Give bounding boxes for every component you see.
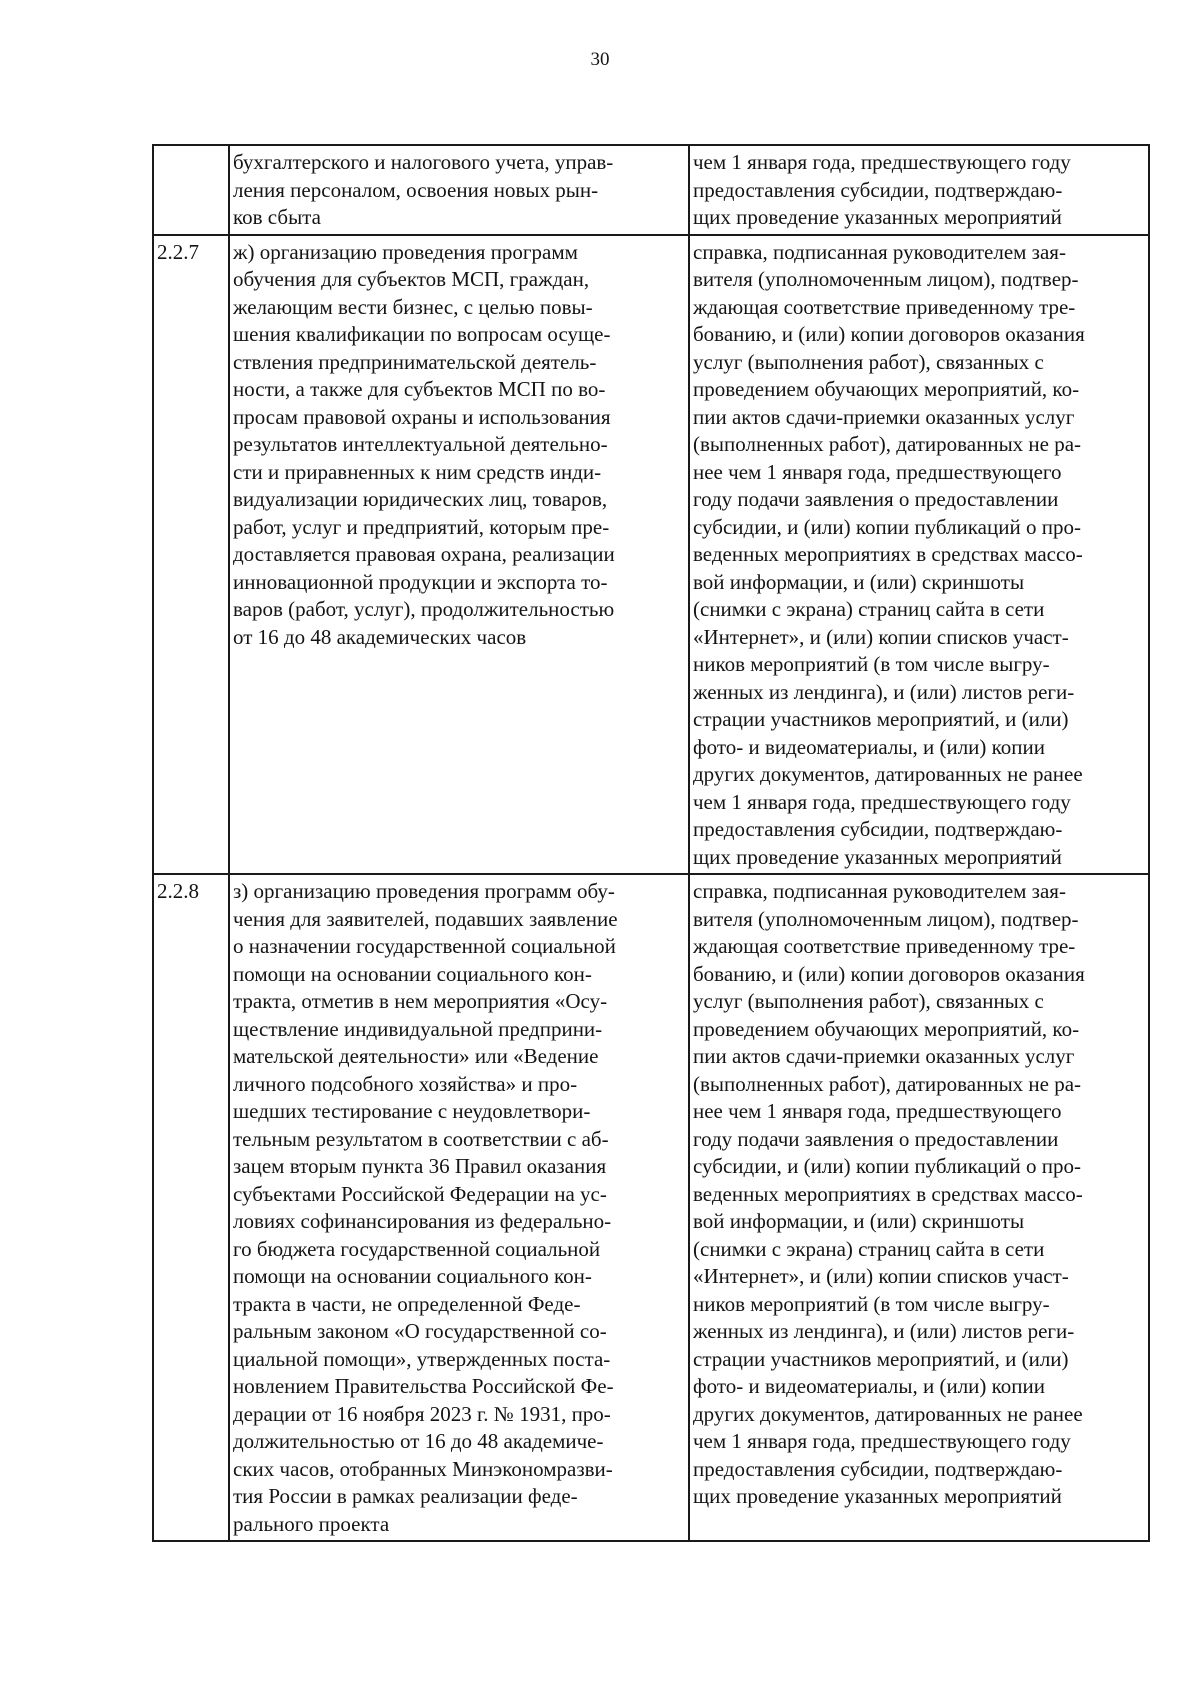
text-line: щих проведение указанных мероприятий <box>693 844 1062 869</box>
text-line: тия России в рамках реализации феде- <box>233 1484 578 1508</box>
text-line: нее чем 1 января года, предшествующего <box>693 1099 1062 1123</box>
required-documents <box>689 235 1149 875</box>
text-line: чем 1 января года, предшествующего году <box>693 150 1071 174</box>
text-line: женных из лендинга), и (или) листов реги- <box>693 1319 1075 1343</box>
text-line: «Интернет», и (или) копии списков участ- <box>693 624 1069 649</box>
text-line: справка, подписанная руководителем зая- <box>693 879 1066 903</box>
text-line: обучения для субъектов МСП, граждан, <box>233 267 590 291</box>
text-line: просам правовой охраны и использования <box>233 404 611 429</box>
text-line: бованию, и (или) копии договоров оказания <box>693 322 1085 346</box>
text-line: новлением Правительства Российской Фе- <box>233 1374 614 1398</box>
text-line: (выполненных работ), датированных не ра- <box>693 432 1082 456</box>
text-line: инновационной продукции и экспорта то- <box>233 569 608 594</box>
text-line: ников мероприятий (в том числе выгру- <box>693 652 1050 676</box>
text-line: результатов интеллектуальной деятельно- <box>233 432 608 456</box>
text-line: (выполненных работ), датированных не ра- <box>693 1071 1082 1096</box>
text-line: страции участников мероприятий, и (или) <box>693 1346 1069 1371</box>
text-line: пии актов сдачи-приемки оказанных услуг <box>693 1044 1075 1068</box>
table-row <box>153 145 1149 235</box>
text-line: ности, а также для субъектов МСП по во- <box>233 377 606 401</box>
required-documents <box>689 874 1149 1541</box>
text-line: тракта, отметив в нем мероприятия «Осу- <box>233 989 608 1013</box>
text-line: пии актов сдачи-приемки оказанных услуг <box>693 404 1075 429</box>
text-line: дерации от 16 ноября 2023 г. № 1931, про- <box>233 1401 611 1426</box>
text-line: женных из лендинга), и (или) листов реги- <box>693 679 1075 704</box>
text-line: шения квалификации по вопросам осуще- <box>233 322 611 346</box>
text-line: желающим вести бизнес, с целью повы- <box>233 294 593 319</box>
event-description <box>229 145 689 235</box>
text-line: о назначении государственной социальной <box>233 934 616 958</box>
text-line: году подачи заявления о предоставлении <box>693 1126 1059 1151</box>
text-line: проведением обучающих мероприятий, ко- <box>693 377 1080 401</box>
text-line: предоставления субсидии, подтверждаю- <box>693 1456 1063 1481</box>
text-line: личного подсобного хозяйства» и про- <box>233 1071 578 1096</box>
text-line: вителя (уполномоченным лицом), подтвер- <box>693 906 1079 931</box>
text-line: тракта в части, не определенной Феде- <box>233 1291 581 1316</box>
text-line: предоставления субсидии, подтверждаю- <box>693 817 1063 841</box>
text-line: нее чем 1 января года, предшествующего <box>693 459 1062 484</box>
text-line: от 16 до 48 академических часов <box>233 624 527 649</box>
text-line: ральным законом «О государственной со- <box>233 1319 607 1343</box>
text-line: сти и приравненных к ним средств инди- <box>233 459 602 484</box>
text-line: веденных мероприятиях в средствах массо- <box>693 542 1083 566</box>
text-line: чем 1 января года, предшествующего году <box>693 789 1071 814</box>
event-description <box>229 874 689 1541</box>
text-line: услуг (выполнения работ), связанных с <box>693 349 1044 374</box>
text-line: шедших тестирование с неудовлетвори- <box>233 1099 591 1123</box>
text-line: помощи на основании социального кон- <box>233 961 592 986</box>
text-line: зацем вторым пункта 36 Правил оказания <box>233 1154 607 1178</box>
text-line: тельным результатом в соответствии с аб- <box>233 1126 609 1151</box>
text-line: фото- и видеоматериалы, и (или) копии <box>693 1374 1046 1398</box>
text-line: субсидии, и (или) копии публикаций о про- <box>693 1154 1081 1178</box>
text-line: «Интернет», и (или) копии списков участ- <box>693 1264 1069 1288</box>
text-line: субъектами Российской Федерации на ус- <box>233 1181 607 1206</box>
text-line: ских часов, отобранных Минэкономразви- <box>233 1456 613 1481</box>
text-line: щих проведение указанных мероприятий <box>693 205 1062 229</box>
text-line: ков сбыта <box>233 205 321 229</box>
required-documents <box>689 145 1149 235</box>
text-line: проведением обучающих мероприятий, ко- <box>693 1016 1080 1041</box>
text-line: справка, подписанная руководителем зая- <box>693 239 1066 264</box>
text-line: з) организацию проведения программ обу- <box>233 879 615 903</box>
text-line: вителя (уполномоченным лицом), подтвер- <box>693 267 1079 291</box>
row-number: 2.2.8 <box>153 874 229 1541</box>
text-line: помощи на основании социального кон- <box>233 1264 592 1288</box>
text-line: чем 1 января года, предшествующего году <box>693 1429 1071 1453</box>
text-line: ствления предпринимательской деятель- <box>233 349 597 374</box>
text-line: мательской деятельности» или «Ведение <box>233 1044 599 1068</box>
text-line: ж) организацию проведения программ <box>233 239 578 264</box>
text-line: чения для заявителей, подавших заявление <box>233 906 618 931</box>
text-line: вой информации, и (или) скриншоты <box>693 569 1025 594</box>
text-line: предоставления субсидии, подтверждаю- <box>693 177 1063 202</box>
text-line: фото- и видеоматериалы, и (или) копии <box>693 734 1046 759</box>
text-line: других документов, датированных не ранее <box>693 1401 1083 1426</box>
text-line: видуализации юридических лиц, товаров, <box>233 487 608 511</box>
table-row <box>153 235 1149 875</box>
text-line: доставляется правовая охрана, реализации <box>233 542 615 566</box>
text-line: страции участников мероприятий, и (или) <box>693 707 1069 731</box>
text-line: должительностью от 16 до 48 академиче- <box>233 1429 604 1453</box>
page-number: 30 <box>590 49 610 70</box>
text-line: ждающая соответствие приведенному тре- <box>693 294 1076 319</box>
text-line: работ, услуг и предприятий, которым пре- <box>233 514 610 539</box>
text-line: циальной помощи», утвержденных поста- <box>233 1346 611 1371</box>
table-row <box>153 874 1149 1541</box>
text-line: веденных мероприятиях в средствах массо- <box>693 1181 1083 1206</box>
requirements-table <box>152 144 1150 1542</box>
text-line: (снимки с экрана) страниц сайта в сети <box>693 597 1045 621</box>
text-line: бованию, и (или) копии договоров оказания <box>693 961 1085 986</box>
text-line: других документов, датированных не ранее <box>693 762 1083 786</box>
text-line: ловиях софинансирования из федерально- <box>233 1209 612 1233</box>
text-line: вой информации, и (или) скриншоты <box>693 1209 1025 1233</box>
text-line: ления персоналом, освоения новых рын- <box>233 177 599 202</box>
text-line: ществление индивидуальной предприни- <box>233 1016 603 1041</box>
text-line: ников мероприятий (в том числе выгру- <box>693 1291 1050 1316</box>
text-line: услуг (выполнения работ), связанных с <box>693 989 1044 1013</box>
text-line: рального проекта <box>233 1511 390 1536</box>
text-line: бухгалтерского и налогового учета, управ- <box>233 150 614 174</box>
text-line: субсидии, и (или) копии публикаций о про- <box>693 514 1081 539</box>
text-line: ждающая соответствие приведенному тре- <box>693 934 1076 958</box>
event-description <box>229 235 689 875</box>
row-number: 2.2.7 <box>153 235 229 875</box>
text-line: щих проведение указанных мероприятий <box>693 1484 1062 1508</box>
text-line: варов (работ, услуг), продолжительностью <box>233 597 615 621</box>
text-line: (снимки с экрана) страниц сайта в сети <box>693 1236 1045 1261</box>
text-line: го бюджета государственной социальной <box>233 1236 601 1261</box>
text-line: году подачи заявления о предоставлении <box>693 487 1059 511</box>
row-number <box>153 145 229 235</box>
